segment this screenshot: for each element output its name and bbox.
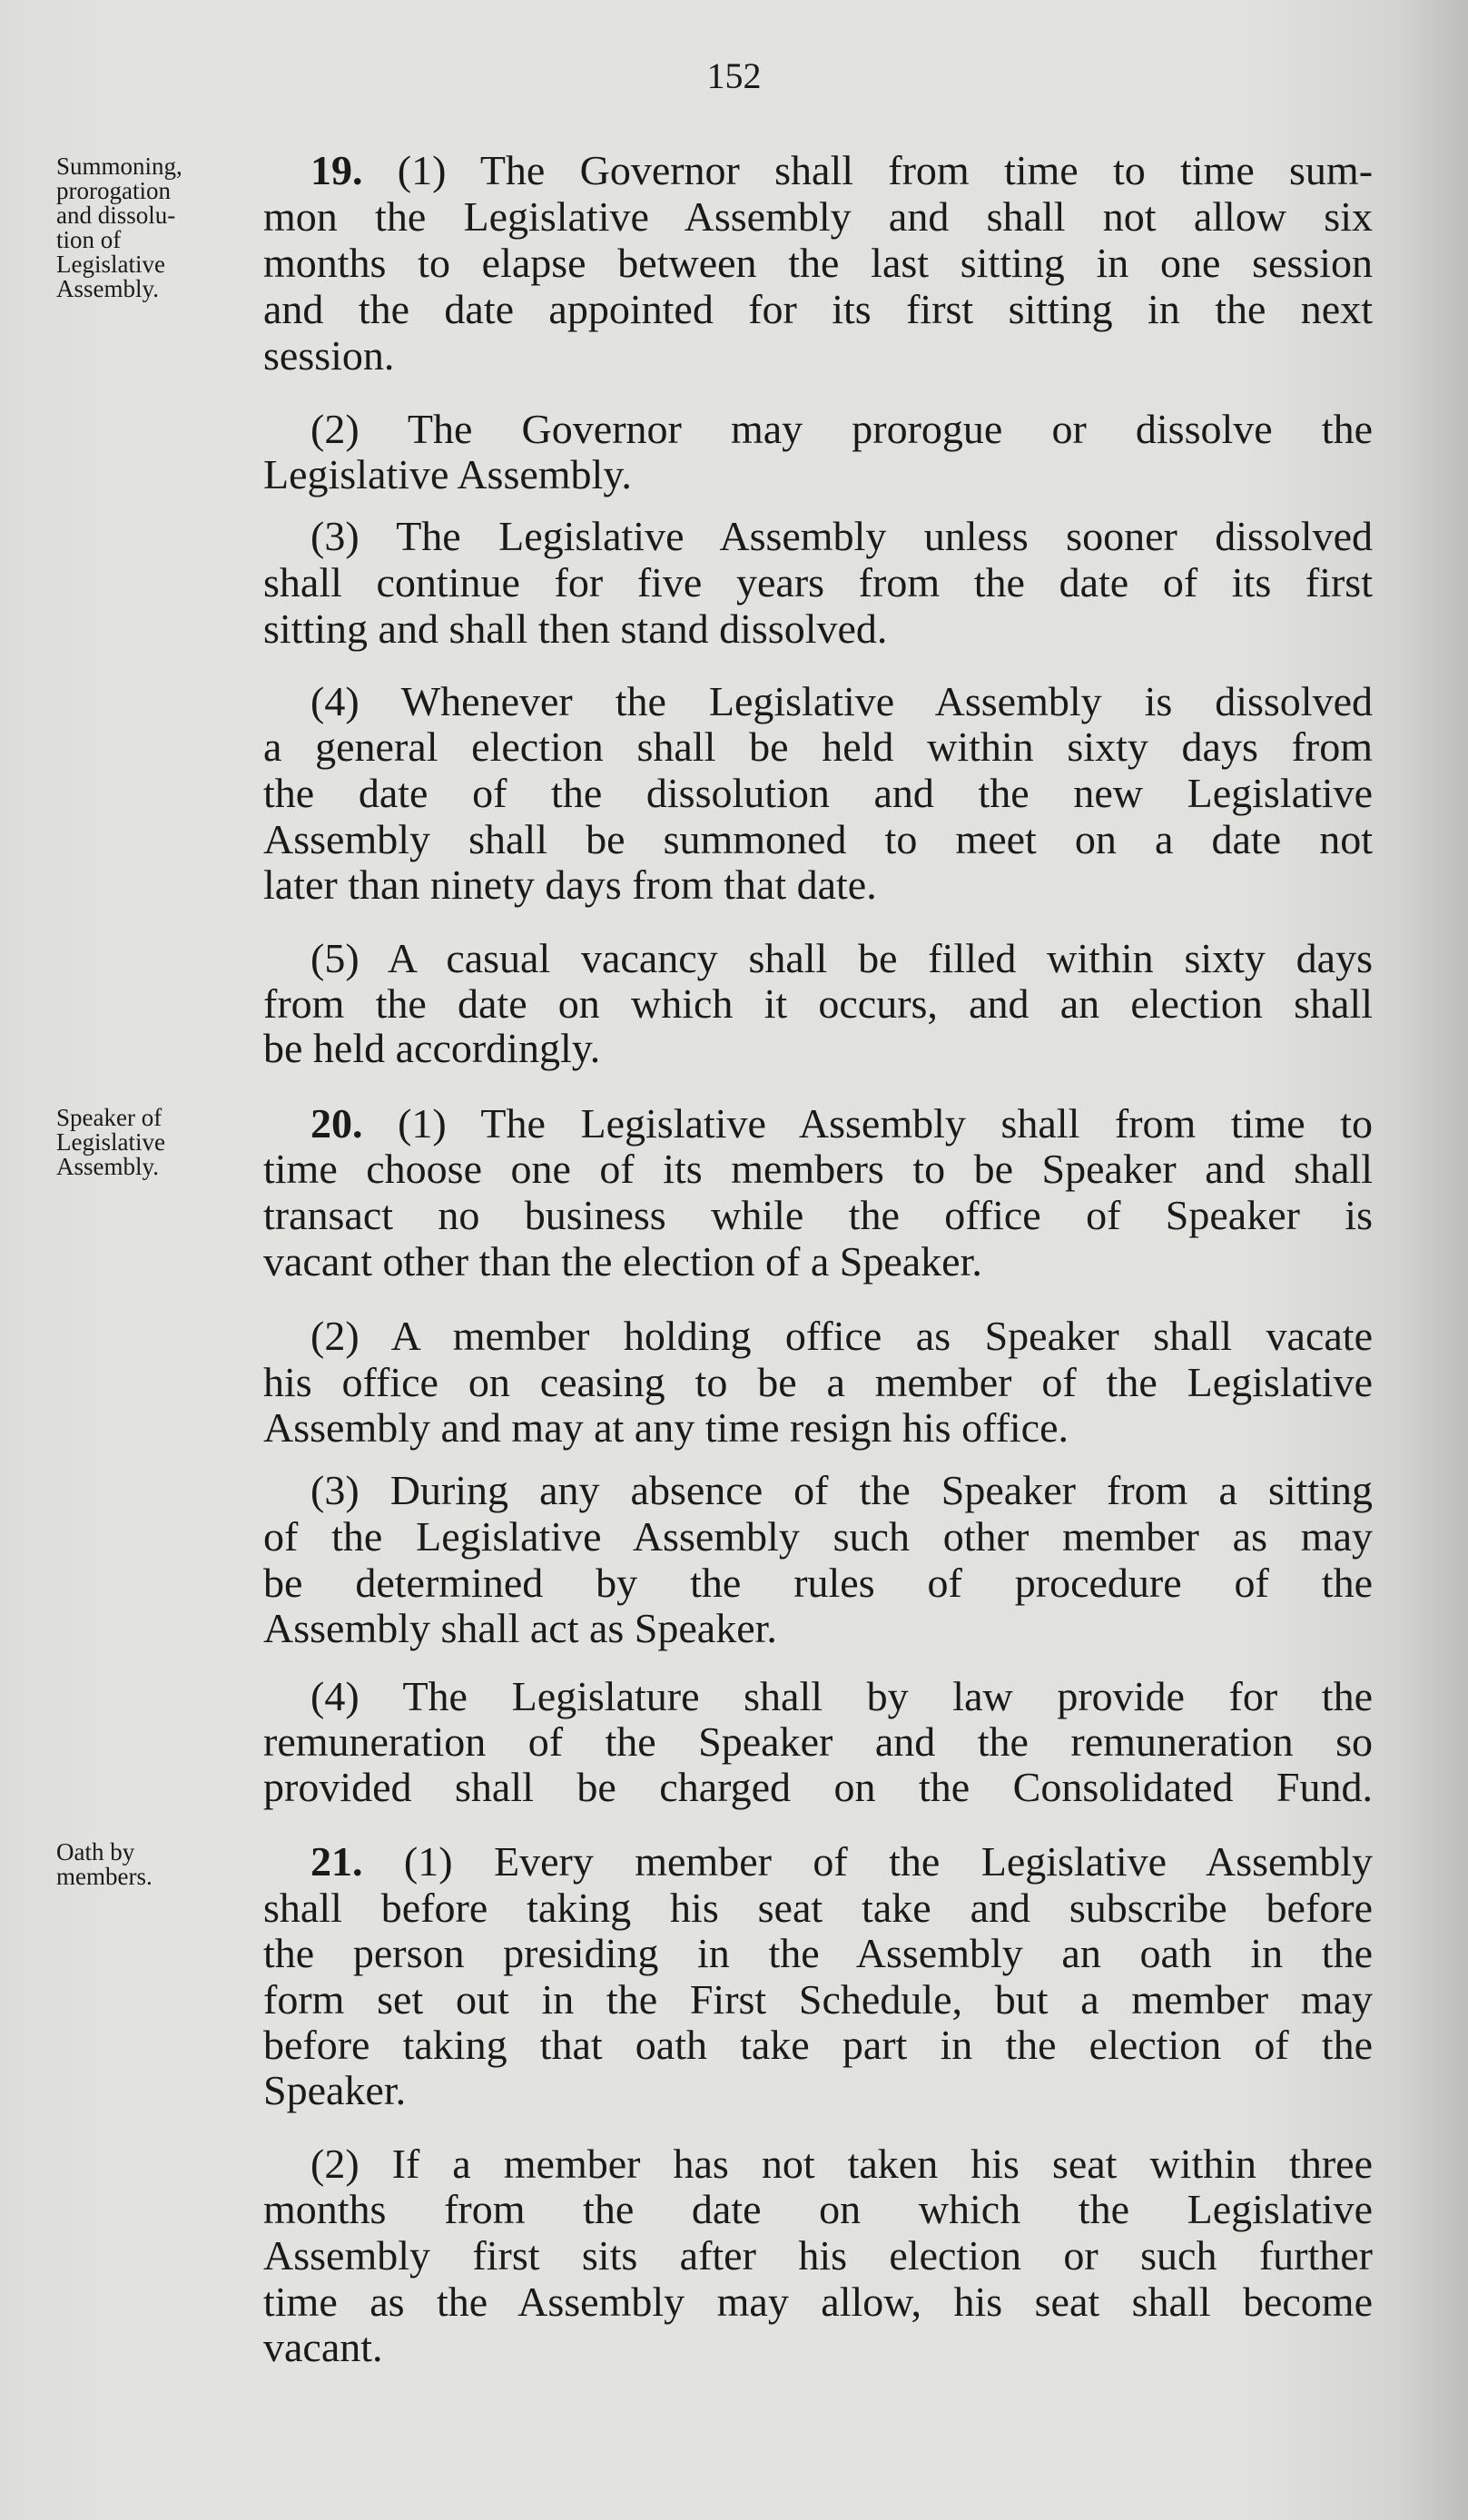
marginal-note-19 [56,154,229,301]
text-line: Assembly shall act as Speaker. [263,1605,777,1651]
marginal-note-21 [56,1840,229,1889]
note-line: Speaker of [56,1104,163,1131]
text-line: be held accordingly. [263,1025,601,1071]
text-line: transact no business while the office of Speaker is [263,1192,1373,1238]
text-line: (3) The Legislative Assembly unless sooner dissolved [310,513,1373,559]
text-line: Assembly and may at any time resign his office. [263,1404,1069,1451]
text-line: session. [263,332,395,379]
section-19-heading-line [310,147,1373,194]
text-line: before taking that oath take part in the election of the [263,2022,1373,2068]
text-line: (1) The Legislative Assembly shall from time to [398,1100,1373,1147]
text-line: provided shall be charged on the Consolidated Fund. [263,1764,1373,1810]
text-line: vacant. [263,2324,383,2370]
section-20-heading-line [310,1100,1373,1147]
note-line: Summoning, [56,153,182,180]
text-line: (4) The Legislature shall by law provide for the [310,1673,1373,1719]
text-line: from the date on which it occurs, and an election shall [263,980,1373,1027]
text-line: (1) The Governor shall from time to time sum- [397,147,1374,193]
text-line: (2) The Governor may prorogue or dissolve the [310,406,1373,452]
text-line: Assembly shall be summoned to meet on a date not [263,816,1373,862]
text-line: sitting and shall then stand dissolved. [263,605,888,652]
note-line: members. [56,1863,153,1890]
section-number: 21. [310,1838,363,1885]
note-line: Legislative [56,1128,165,1156]
note-line: prorogation [56,177,171,204]
note-line: Oath by [56,1838,135,1865]
text-line: (2) If a member has not taken his seat within three [310,2141,1373,2187]
text-line: form set out in the First Schedule, but a member may [263,1976,1373,2023]
text-line: later than ninety days from that date. [263,861,877,908]
text-line: his office on ceasing to be a member of the Legislative [263,1359,1373,1405]
page-number: 152 [706,55,762,96]
text-line: (5) A casual vacancy shall be filled within sixty days [310,935,1373,981]
note-line: and dissolu- [56,202,176,229]
text-line: (1) Every member of the Legislative Assembly [403,1838,1373,1885]
text-line: time choose one of its members to be Speaker and shall [263,1146,1373,1192]
text-line: shall continue for five years from the date of its first [263,559,1373,605]
text-line: (2) A member holding office as Speaker shall vacate [310,1313,1373,1359]
text-line: (3) During any absence of the Speaker from a sitting [310,1467,1373,1513]
note-line: Assembly. [56,275,159,302]
text-line: be determined by the rules of procedure of the [263,1560,1373,1606]
text-line: a general election shall be held within sixty days from [263,724,1373,770]
text-line: time as the Assembly may allow, his seat shall become [263,2279,1373,2325]
text-line: and the date appointed for its first sitting in the next [263,286,1373,332]
text-line: Speaker. [263,2067,407,2113]
section-number: 19. [310,147,363,193]
text-line: the date of the dissolution and the new Legislative [263,770,1373,816]
text-line: vacant other than the election of a Speaker. [263,1238,982,1285]
text-line: mon the Legislative Assembly and shall not allow six [263,193,1373,240]
section-21-heading-line [310,1838,1373,1885]
note-line: Legislative [56,251,165,278]
text-line: Assembly first sits after his election or such further [263,2232,1373,2279]
text-line: Legislative Assembly. [263,451,632,497]
text-line: the person presiding in the Assembly an oath in the [263,1930,1373,1976]
section-number: 20. [310,1100,363,1147]
text-line: months from the date on which the Legislative [263,2186,1373,2232]
text-line: (4) Whenever the Legislative Assembly is dissolved [310,678,1373,724]
note-line: tion of [56,226,122,253]
text-line: shall before taking his seat take and subscribe before [263,1885,1373,1931]
note-line: Assembly. [56,1153,159,1180]
text-line: of the Legislative Assembly such other member as may [263,1513,1373,1560]
marginal-note-20 [56,1106,229,1179]
text-line: remuneration of the Speaker and the remuneration so [263,1718,1373,1765]
text-line: months to elapse between the last sitting in one session [263,240,1373,286]
